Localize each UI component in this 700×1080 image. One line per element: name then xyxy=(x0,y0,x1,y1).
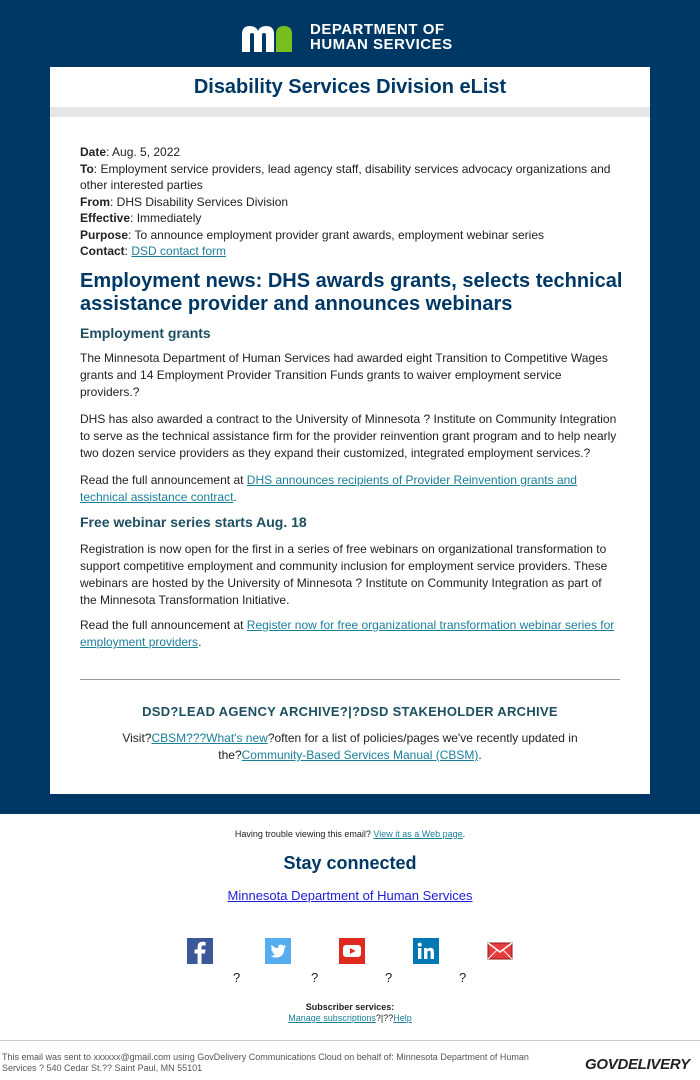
read-more-prefix: Read the full announcement at xyxy=(80,618,247,632)
mndhs-link-wrap xyxy=(0,888,700,903)
cbsm-link[interactable]: Community-Based Services Manual (CBSM) xyxy=(241,748,479,762)
subs-separator: ?|?? xyxy=(375,1013,394,1023)
date-value: : Aug. 5, 2022 xyxy=(106,145,181,159)
contact-sep: : xyxy=(124,244,132,258)
headline: Employment news: DHS awards grants, selects technical assistance provider and announces webinars xyxy=(80,270,623,315)
social-separator: ? xyxy=(311,970,319,985)
read-more-suffix: . xyxy=(198,635,202,649)
govdelivery-logo[interactable]: GOVDELIVERY xyxy=(585,1056,690,1073)
effective-label: Effective xyxy=(80,211,131,225)
message-meta xyxy=(80,144,620,260)
mn-logo-icon xyxy=(240,22,302,52)
linkedin-icon[interactable] xyxy=(413,938,439,964)
visit-prefix: Visit? xyxy=(122,731,152,745)
from-label: From xyxy=(80,194,110,209)
provider-reinvention-link[interactable]: DHS announces recipients of Provider Reinvention grants and technical assistance contract xyxy=(80,473,577,504)
twitter-icon[interactable] xyxy=(265,938,291,964)
social-separator: ? xyxy=(233,970,241,985)
archive-links-title[interactable]: DSD?LEAD AGENCY ARCHIVE?|?DSD STAKEHOLDER ARCHIVE xyxy=(142,704,558,719)
visit-suffix: . xyxy=(478,748,482,762)
help-link[interactable]: Help xyxy=(393,1013,412,1023)
webinar-paragraph-2 xyxy=(80,617,620,651)
date-label: Date xyxy=(80,145,107,159)
section-heading-webinar: Free webinar series starts Aug. 18 xyxy=(80,514,307,530)
subscriber-services-title: Subscriber services: xyxy=(305,1002,395,1012)
purpose-label: Purpose xyxy=(80,227,129,242)
social-separator: ? xyxy=(459,970,467,985)
title-divider xyxy=(50,107,650,117)
to-label: To xyxy=(80,161,94,176)
dhs-logo[interactable] xyxy=(240,20,453,54)
content-card xyxy=(50,67,650,794)
visit-mid: ?often for a list of policies/pages we've recently updated in the? xyxy=(218,731,578,762)
grants-paragraph-3 xyxy=(80,472,620,506)
mndhs-link[interactable]: Minnesota Department of Human Services xyxy=(227,888,473,903)
from-value: : DHS Disability Services Division xyxy=(110,194,289,209)
purpose-value: : To announce employment provider grant awards, employment webinar series xyxy=(128,227,545,242)
cbsm-notice xyxy=(110,730,590,764)
webinar-paragraph-1: Registration is now open for the first in a series of free webinars on organizational transformation to support competitive employment and community inclusion for employment service providers. These webinars are hosted by the University of Minnesota ? Institute on Community Integration as part of the Minnesota Transformation Initiative. xyxy=(80,542,608,607)
effective-value: : Immediately xyxy=(130,211,202,225)
trouble-viewing xyxy=(0,829,700,839)
sent-to-notice: This email was sent to xxxxxx@gmail.com using GovDelivery Communications Cloud on behalf of: Minnesota Department of Human Services ? 540 Cedar St.?? Saint Paul, MN 55101 xyxy=(2,1052,529,1073)
read-more-suffix: . xyxy=(233,490,237,504)
trouble-suffix: . xyxy=(462,829,466,839)
email-icon[interactable] xyxy=(487,938,513,964)
facebook-icon[interactable] xyxy=(187,938,213,964)
cbsm-whats-new-link[interactable]: CBSM???What's new xyxy=(151,731,268,745)
logo-line-1: DEPARTMENT OF xyxy=(310,21,445,38)
footer-divider xyxy=(0,1040,700,1041)
webinar-register-link[interactable]: Register now for free organizational transformation webinar series for employment providers xyxy=(80,618,615,649)
to-value: : Employment service providers, lead agency staff, disability services advocacy organizations and other interested parties xyxy=(80,161,611,192)
youtube-icon[interactable] xyxy=(339,938,365,964)
section-divider xyxy=(80,679,620,680)
web-page-link[interactable]: View it as a Web page xyxy=(373,829,463,839)
stay-connected-heading: Stay connected xyxy=(283,853,417,873)
manage-subscriptions-link[interactable]: Manage subscriptions xyxy=(288,1013,376,1023)
dsd-contact-link[interactable]: DSD contact form xyxy=(131,244,227,258)
subscriber-services xyxy=(0,1002,700,1024)
grants-paragraph-2: DHS has also awarded a contract to the University of Minnesota ? Institute on Community Integration to serve as the technical assistance firm for the provider reinvention grant program and to help nearly two dozen service providers as they expand their customized, integrated employment services.? xyxy=(80,412,617,460)
page-title: Disability Services Division eList xyxy=(193,76,507,98)
social-separator: ? xyxy=(385,970,393,985)
section-heading-grants: Employment grants xyxy=(80,325,211,341)
read-more-prefix: Read the full announcement at xyxy=(80,473,247,487)
contact-label: Contact xyxy=(80,244,125,258)
grants-paragraph-1: The Minnesota Department of Human Services had awarded eight Transition to Competitive Wages grants and 14 Employment Provider Transition Funds grants to waiver employment service providers.? xyxy=(80,351,608,399)
trouble-prefix: Having trouble viewing this email? xyxy=(234,829,374,839)
logo-line-2: HUMAN SERVICES xyxy=(310,36,453,53)
